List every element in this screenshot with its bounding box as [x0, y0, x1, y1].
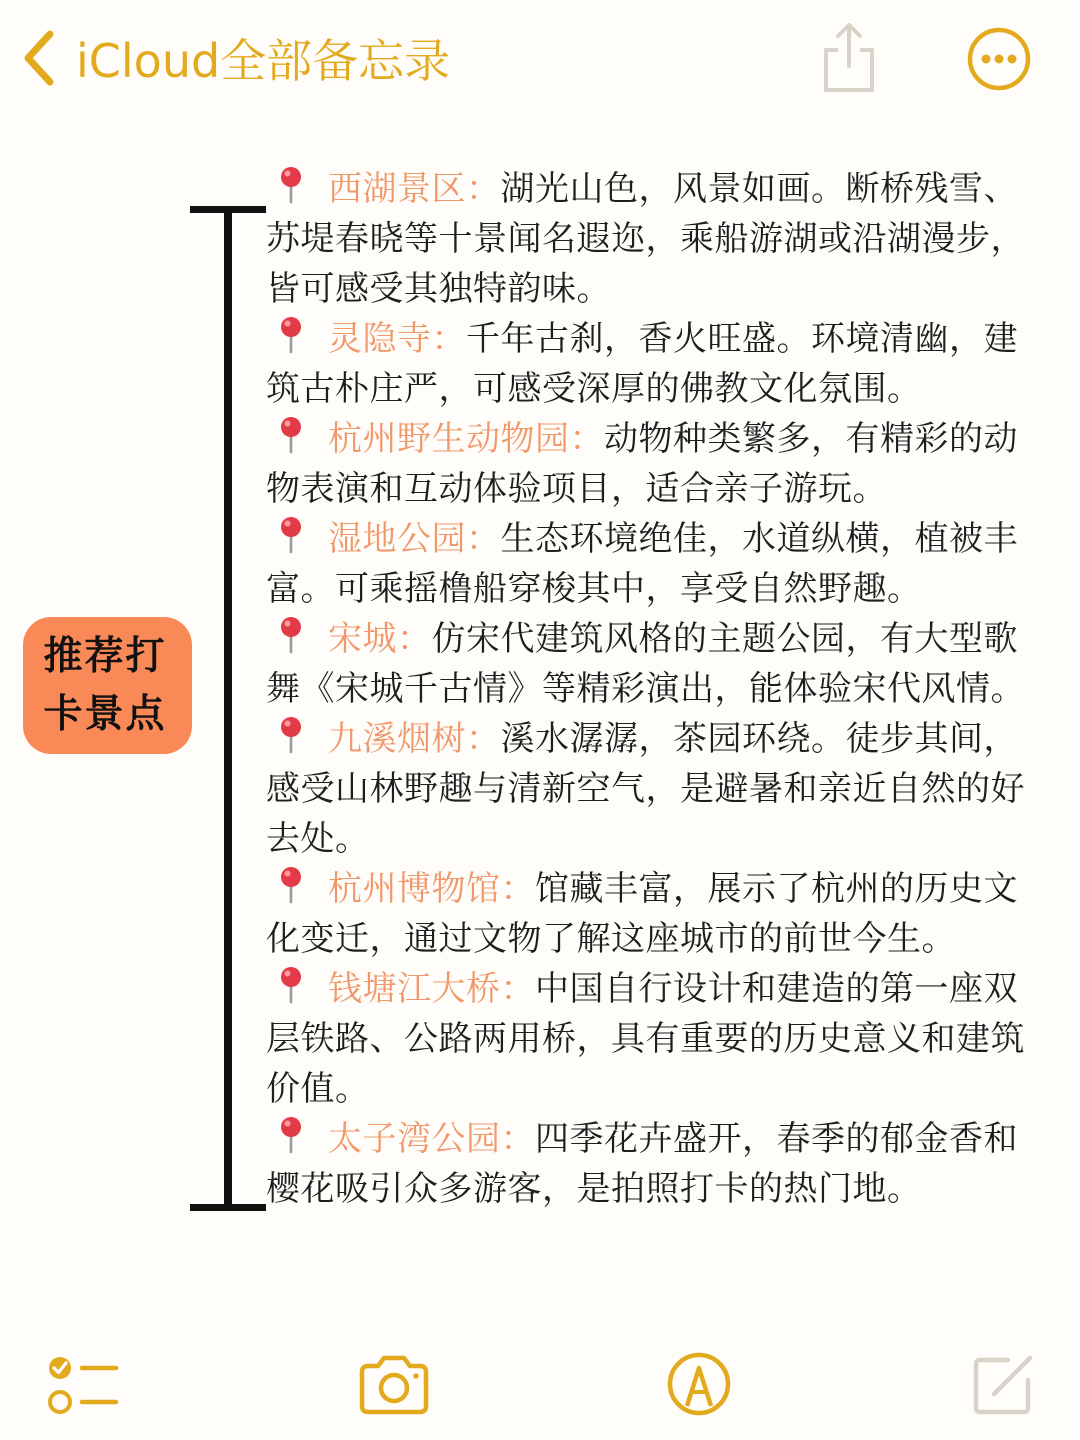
share-button[interactable]: [818, 20, 880, 94]
pushpin-icon: [272, 314, 320, 354]
attraction-description: 溪水潺潺，茶园环绕。徒步其间，感受山林野趣与清新空气，是避暑和亲近自然的好去处。: [266, 719, 1025, 859]
attraction-entry: [266, 414, 1046, 514]
more-icon: [966, 77, 1032, 96]
markup-button[interactable]: [666, 1350, 732, 1422]
navigation-bar: [0, 0, 1080, 120]
attraction-entry: [266, 314, 1046, 414]
bracket-top-cap: [190, 206, 266, 213]
markup-pen-icon: [666, 1403, 732, 1422]
attraction-name: 西湖景区：: [328, 169, 501, 209]
bottom-toolbar: [0, 1330, 1080, 1440]
share-icon: [818, 79, 880, 98]
pushpin-icon: [272, 164, 320, 204]
attraction-entry: [266, 864, 1046, 964]
pushpin-icon: [272, 414, 320, 454]
attraction-name: 九溪烟树：: [328, 719, 501, 759]
pushpin-icon: [272, 1114, 320, 1154]
compose-icon: [970, 1403, 1036, 1422]
pushpin-icon: [272, 864, 320, 904]
attraction-name: 灵隐寺：: [328, 319, 466, 359]
attraction-description: 仿宋代建筑风格的主题公园，有大型歌舞《宋城千古情》等精彩演出，能体验宋代风情。: [266, 619, 1025, 709]
attraction-name: 太子湾公园：: [328, 1119, 535, 1159]
chevron-left-icon: [18, 26, 58, 90]
pushpin-icon: [272, 514, 320, 554]
attraction-description: 中国自行设计和建造的第一座双层铁路、公路两用桥，具有重要的历史意义和建筑价值。: [266, 969, 1025, 1109]
pushpin-icon: [272, 964, 320, 1004]
note-body[interactable]: [266, 164, 1046, 1214]
bracket-line: [224, 208, 232, 1210]
attraction-entry: [266, 514, 1046, 614]
checklist-button[interactable]: [44, 1352, 120, 1422]
attraction-description: 馆藏丰富，展示了杭州的历史文化变迁，通过文物了解这座城市的前世今生。: [266, 869, 1018, 959]
attraction-entry: [266, 614, 1046, 714]
attraction-entry: [266, 1114, 1046, 1214]
attraction-name: 杭州博物馆：: [328, 869, 535, 909]
attraction-entry: [266, 164, 1046, 314]
camera-button[interactable]: [356, 1354, 432, 1420]
attraction-description: 四季花卉盛开，春季的郁金香和樱花吸引众多游客，是拍照打卡的热门地。: [266, 1119, 1018, 1209]
attraction-name: 湿地公园：: [328, 519, 501, 559]
category-tag: [23, 617, 192, 754]
attraction-description: 千年古刹，香火旺盛。环境清幽，建筑古朴庄严，可感受深厚的佛教文化氛围。: [266, 319, 1018, 409]
more-button[interactable]: [966, 26, 1032, 92]
category-tag-label: 推荐打 卡景点: [43, 633, 167, 737]
camera-icon: [356, 1401, 432, 1420]
attraction-entry: [266, 964, 1046, 1114]
attraction-name: 杭州野生动物园：: [328, 419, 604, 459]
attraction-entry: [266, 714, 1046, 864]
checklist-icon: [44, 1403, 120, 1422]
pushpin-icon: [272, 614, 320, 654]
attraction-description: 湖光山色，风景如画。断桥残雪、苏堤春晓等十景闻名遐迩，乘船游湖或沿湖漫步，皆可感受其独特韵味。: [266, 169, 1025, 309]
attraction-description: 生态环境绝佳，水道纵横，植被丰富。可乘摇橹船穿梭其中，享受自然野趣。: [266, 519, 1018, 609]
attraction-name: 宋城：: [328, 619, 432, 659]
back-button[interactable]: [18, 22, 450, 94]
pushpin-icon: [272, 714, 320, 754]
attraction-name: 钱塘江大桥：: [328, 969, 535, 1009]
attraction-description: 动物种类繁多，有精彩的动物表演和互动体验项目，适合亲子游玩。: [266, 419, 1018, 509]
bracket-bottom-cap: [190, 1204, 266, 1211]
back-label: iCloud全部备忘录: [76, 34, 451, 88]
compose-button[interactable]: [970, 1352, 1036, 1422]
